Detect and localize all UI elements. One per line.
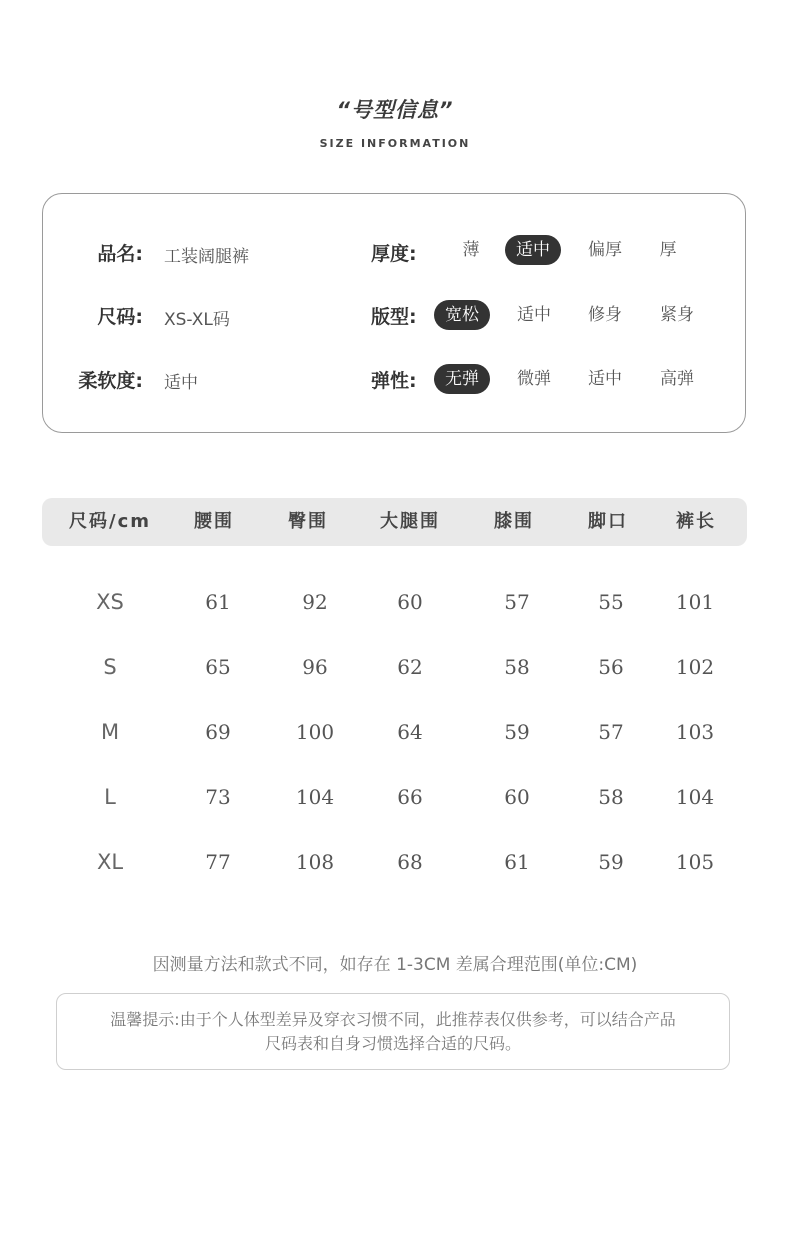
elasticity-option-selected: 无弹 [434,364,490,394]
cell-size: XL [96,850,124,874]
cell-length: 102 [675,655,715,679]
cell-thigh: 66 [397,785,423,809]
page-subtitle: SIZE INFORMATION [319,137,471,150]
cell-thigh: 62 [397,655,423,679]
cell-knee: 60 [504,785,530,809]
cell-waist: 69 [205,720,231,744]
cell-waist: 61 [205,590,231,614]
header-waist: 腰围 [194,511,234,532]
header-size: 尺码/cm [69,511,151,532]
fit-option: 修身 [588,305,622,325]
page-title: “号型信息” [336,98,454,122]
cell-hip: 92 [302,590,328,614]
table-row [0,777,790,817]
cell-knee: 58 [504,655,530,679]
cell-knee: 59 [504,720,530,744]
cell-knee: 57 [504,590,530,614]
tip-line-1: 温馨提示:由于个人体型差异及穿衣习惯不同，此推荐表仅供参考，可以结合产品 [110,1010,676,1029]
softness-value: 适中 [164,373,198,393]
cell-thigh: 60 [397,590,423,614]
cell-waist: 65 [205,655,231,679]
cell-waist: 73 [205,785,231,809]
header-leg-opening: 脚口 [588,511,628,532]
cell-knee: 61 [504,850,530,874]
softness-label: 柔软度: [78,370,143,392]
elasticity-option: 微弹 [517,369,551,389]
cell-leg-opening: 58 [598,785,624,809]
name-label: 品名: [97,243,143,265]
elasticity-option: 高弹 [660,369,694,389]
cell-size: M [100,720,120,744]
fit-label: 版型: [371,306,417,328]
thickness-option: 厚 [659,240,677,260]
size-value: XS-XL码 [164,310,230,330]
cell-hip: 96 [302,655,328,679]
thickness-option: 薄 [462,240,480,260]
cell-length: 103 [675,720,715,744]
header-hip: 臀围 [288,511,328,532]
cell-leg-opening: 57 [598,720,624,744]
cell-length: 105 [675,850,715,874]
cell-length: 104 [675,785,715,809]
size-table-header [42,498,747,546]
measurement-note: 因测量方法和款式不同，如存在 1-3CM 差属合理范围(单位:CM) [152,955,638,975]
cell-thigh: 68 [397,850,423,874]
cell-hip: 100 [295,720,335,744]
fit-option-selected: 宽松 [434,300,490,330]
cell-size: XS [96,590,124,614]
cell-leg-opening: 56 [598,655,624,679]
table-row [0,712,790,752]
cell-leg-opening: 55 [598,590,624,614]
cell-leg-opening: 59 [598,850,624,874]
name-value: 工装阔腿裤 [164,247,249,267]
fit-option: 紧身 [660,305,694,325]
thickness-option-selected: 适中 [505,235,561,265]
table-row [0,582,790,622]
elasticity-option: 适中 [588,369,622,389]
tip-line-2: 尺码表和自身习惯选择合适的尺码。 [264,1034,521,1053]
header-thigh: 大腿围 [380,511,440,532]
cell-thigh: 64 [397,720,423,744]
thickness-label: 厚度: [371,243,417,265]
cell-length: 101 [675,590,715,614]
tip-box [56,993,730,1070]
header-knee: 膝围 [494,511,534,532]
size-label: 尺码: [97,306,143,328]
header-length: 裤长 [676,511,716,532]
table-row [0,842,790,882]
cell-size: L [104,785,116,809]
cell-hip: 104 [295,785,335,809]
cell-size: S [103,655,117,679]
cell-hip: 108 [295,850,335,874]
table-row [0,647,790,687]
fit-option: 适中 [517,305,551,325]
cell-waist: 77 [205,850,231,874]
thickness-option: 偏厚 [588,240,622,260]
elasticity-label: 弹性: [371,370,417,392]
product-info-panel [42,193,746,433]
